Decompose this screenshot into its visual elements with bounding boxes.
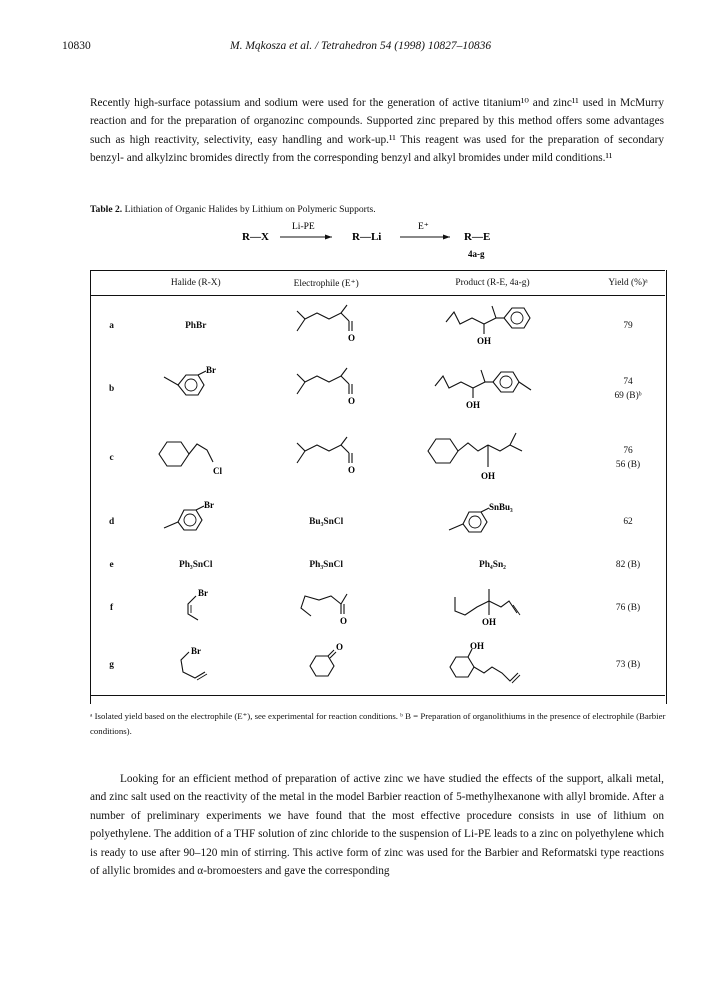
table-footnote: ᵃ Isolated yield based on the electrophile (E⁺), see experimental for reaction conditions. ᵇ B = Preparation of organolithiums in the presence of electrophile (Barbier conditions).	[90, 711, 666, 736]
product-label: SnBu₃	[489, 502, 514, 512]
row-id: f	[110, 602, 114, 613]
halide-cell: Ph₃SnCl	[178, 559, 213, 570]
table-caption	[90, 204, 376, 215]
header-yield: Yield (%)ᵃ	[591, 271, 665, 296]
electrophile-cell	[258, 422, 394, 494]
header-halide: Halide (R-X)	[133, 271, 258, 296]
halide-cell	[133, 356, 258, 422]
table-row	[90, 422, 665, 494]
scheme-product-label: 4a-g	[468, 249, 485, 259]
product-cell	[394, 636, 591, 696]
table-row	[90, 494, 665, 550]
methylhexanone-structure	[291, 303, 361, 345]
methylbenzyl-bromide-structure	[156, 498, 236, 542]
halide-label: Cl	[212, 466, 222, 476]
table-row	[90, 296, 665, 356]
paragraph-intro: Recently high-surface potassium and sodium were used for the generation of active titanium¹⁰ and zinc¹¹ used in McMurry reaction and for the preparation of organozinc compounds. Supported zinc prepared by this method offers some advantages such as high reactivity, selectivity, easy handling and work-up.¹¹ This reagent was used for the preparation of secondary benzyl- and alkylzinc bromides directly from the corresponding benzyl and alkyl bromides under mild conditions.¹¹	[90, 97, 664, 165]
product-structure-a	[432, 300, 552, 348]
row-id: e	[109, 559, 114, 570]
page-number: 10830	[62, 40, 91, 52]
product-cell	[394, 422, 591, 494]
cyclohexanone-structure	[296, 640, 356, 688]
product-label: OH	[477, 336, 492, 347]
carbonyl-o-label: O	[336, 641, 344, 652]
row-id: b	[108, 383, 115, 394]
product-cell	[394, 356, 591, 422]
scheme-product: R—E	[464, 231, 491, 243]
yield-cell: 79	[623, 320, 633, 331]
pentadienyl-bromide-structure	[161, 640, 231, 688]
product-structure-d	[437, 498, 547, 542]
table-caption-text: Lithiation of Organic Halides by Lithium on Polymeric Supports.	[124, 204, 376, 215]
product-structure-c	[422, 427, 562, 485]
product-label: OH	[481, 471, 496, 481]
benzyl-bromide-structure	[156, 365, 236, 409]
carbonyl-o-label: O	[340, 616, 348, 626]
product-cell: Ph₄Sn₂	[478, 559, 506, 570]
halide-label: Br	[197, 588, 208, 598]
carbonyl-o-label: O	[348, 396, 356, 406]
yield-cell: 76 56 (B)	[615, 445, 641, 470]
scheme-intermediate: R—Li	[352, 231, 382, 243]
table-header-row	[90, 271, 665, 296]
yield-cell: 73 (B)	[591, 636, 665, 696]
paragraph-zinc: Looking for an efficient method of preparation of active zinc we have studied the effects of the support, alkali metal, and zinc salt used on the reactivity of the metal in the model Barbier reaction of 5-methylhexanone with allyl bromide. After a number of preliminary experiments we have found that the most effective procedure consists in use of lithium on polyethylene. The addition of a THF solution of zinc chloride to the suspension of Li-PE leads to a zinc on polyethylene which is ready to use after 90–120 min of stirring. This active form of zinc was used for the Barbier and Reformatski type reactions of allylic bromides and α-bromoesters and gave the corresponding	[90, 773, 664, 878]
yield-cell: 62	[623, 516, 633, 527]
yield-cell: 76 (B)	[615, 602, 641, 613]
yield-cell: 82 (B)	[615, 559, 641, 570]
electrophile-cell: Ph₃SnCl	[309, 559, 343, 570]
halide-cell: PhBr	[185, 320, 207, 331]
scheme-arrowhead-2	[443, 235, 450, 240]
halide-label: Br	[203, 500, 214, 510]
table-row	[90, 356, 665, 422]
table-row	[90, 550, 665, 580]
product-cell	[394, 494, 591, 550]
scheme-reactant: R—X	[242, 231, 269, 243]
header-product: Product (R-E, 4a-g)	[394, 271, 591, 296]
electrophile-cell	[258, 636, 394, 696]
product-cell	[394, 296, 591, 356]
product-label: OH	[466, 400, 481, 410]
row-id: a	[109, 320, 114, 331]
table-row	[90, 636, 665, 696]
table-row	[90, 580, 665, 636]
heptanone-structure	[291, 584, 361, 628]
methylhexanone-structure	[291, 435, 361, 477]
carbonyl-o-label: O	[348, 465, 356, 475]
scheme-reagent-2: E⁺	[418, 222, 429, 232]
carbonyl-o-label: O	[348, 333, 356, 344]
product-structure-g	[432, 639, 552, 689]
halide-cell	[133, 636, 258, 696]
header-spacer	[90, 271, 133, 296]
row-id: g	[90, 636, 133, 696]
electrophile-cell	[258, 356, 394, 422]
halide-cell	[133, 422, 258, 494]
scheme-arrowhead-1	[325, 235, 332, 240]
halide-cell	[133, 494, 258, 550]
yield-cell: 74 69 (B)ᵇ	[614, 376, 642, 401]
product-structure-b	[427, 362, 557, 412]
electrophile-cell	[258, 296, 394, 356]
running-title: M. Mąkosza et al. / Tetrahedron 54 (1998) 10827–10836	[230, 40, 492, 52]
row-id: d	[108, 516, 115, 527]
results-table	[90, 270, 665, 696]
halide-cell	[133, 580, 258, 636]
allyl-bromide-structure	[166, 584, 226, 628]
electrophile-cell: Bu₃SnCl	[309, 516, 344, 527]
halide-label: Br	[205, 365, 216, 375]
electrophile-cell	[258, 580, 394, 636]
methylhexanone-structure	[291, 366, 361, 408]
header-electrophile: Electrophile (E⁺)	[258, 271, 394, 296]
product-structure-f	[437, 583, 547, 629]
product-label: OH	[470, 640, 485, 651]
cyclohexylpropyl-chloride-structure	[151, 432, 241, 480]
reaction-scheme	[228, 220, 548, 264]
halide-label: Br	[190, 645, 201, 656]
scheme-reagent-1: Li-PE	[292, 222, 315, 232]
row-id: c	[109, 452, 114, 463]
table-caption-label: Table 2.	[90, 204, 123, 215]
product-cell	[394, 580, 591, 636]
product-label: OH	[482, 617, 497, 627]
